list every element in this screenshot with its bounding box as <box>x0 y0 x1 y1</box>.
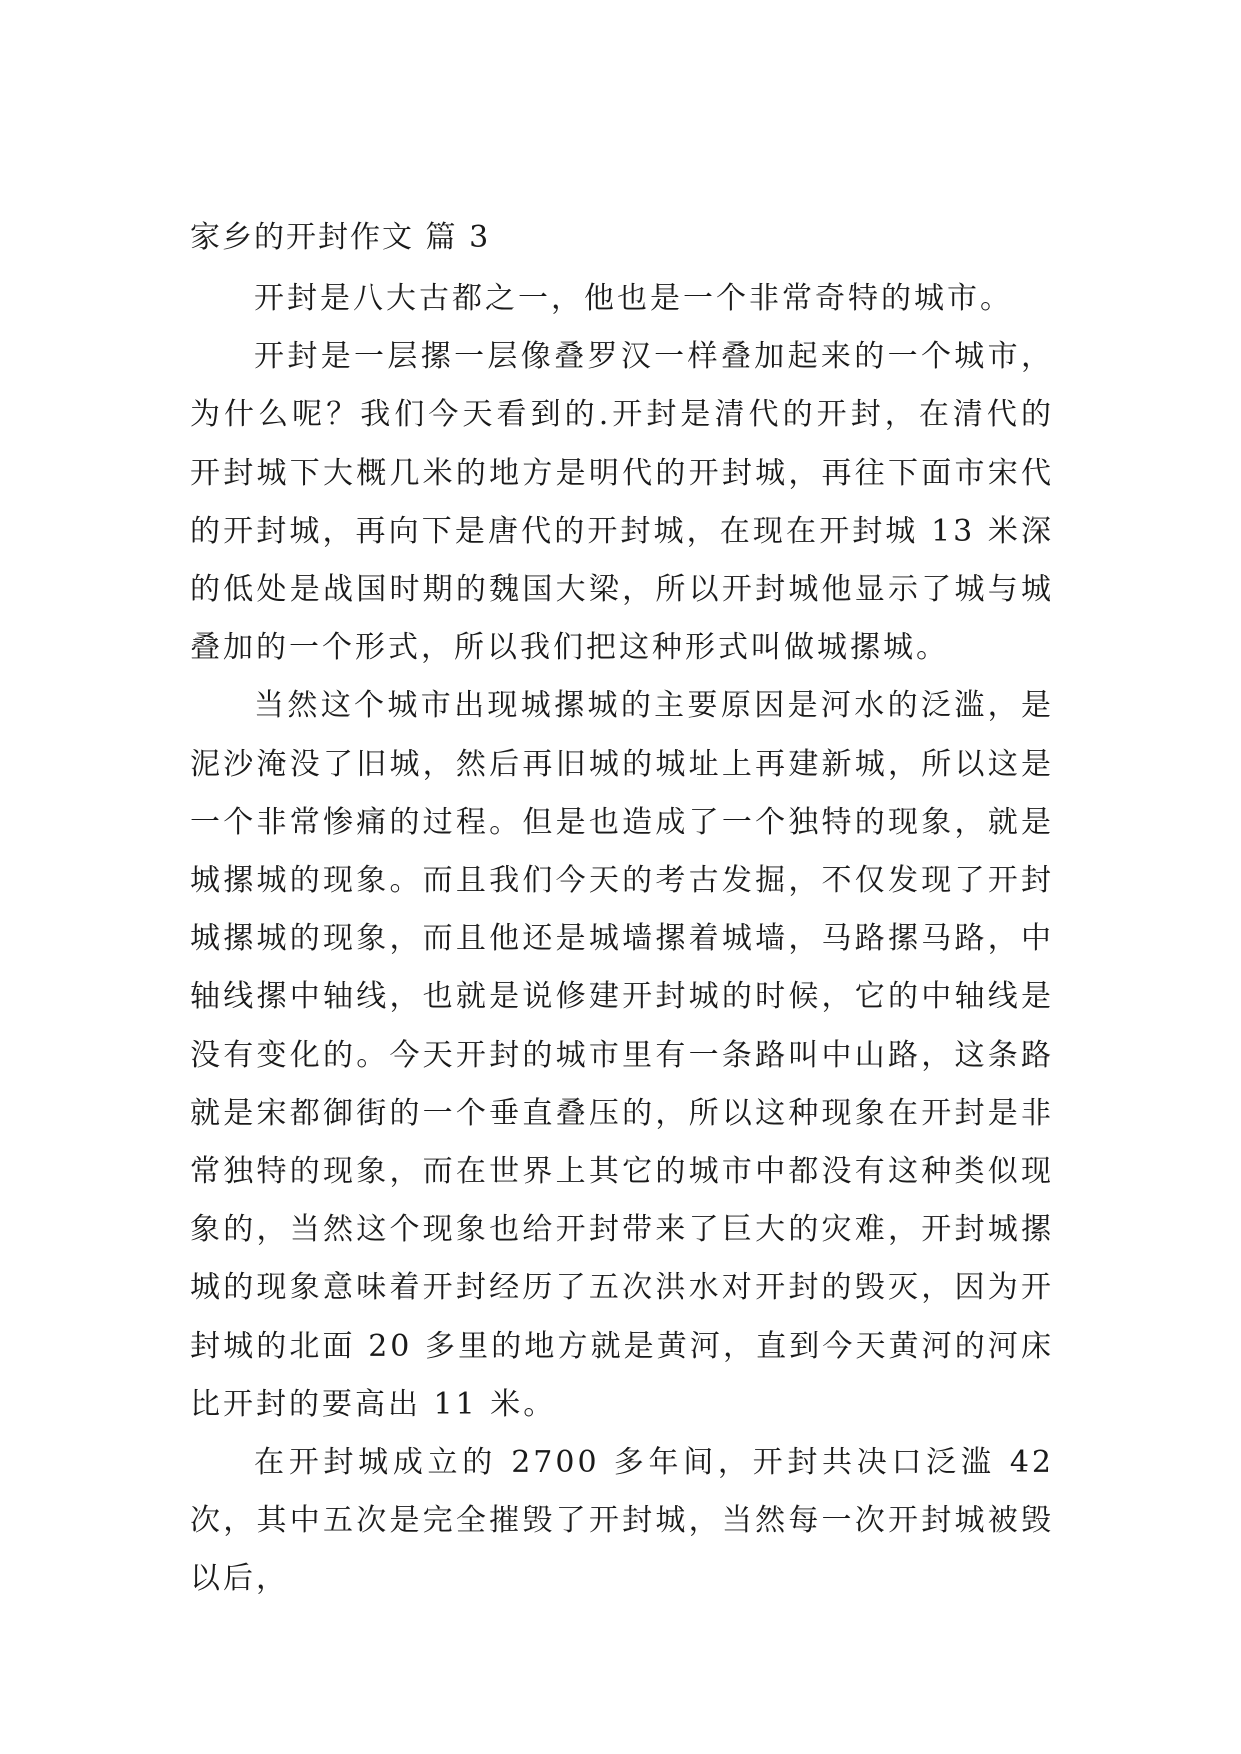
document-title: 家乡的开封作文 篇 3 <box>190 220 491 255</box>
paragraph-4: 在开封城成立的 2700 多年间，开封共决口泛滥 42 次，其中五次是完全摧毁了开封城，当然每一次开封城被毁以后， <box>190 1445 1054 1597</box>
document-body <box>190 218 1054 1609</box>
paragraph-1: 开封是八大古都之一，他也是一个非常奇特的城市。 <box>254 281 1013 316</box>
paragraph-2: 开封是一层摞一层像叠罗汉一样叠加起来的一个城市，为什么呢？我们今天看到的.开封是清代的开封，在清代的开封城下大概几米的地方是明代的开封城，再往下面市宋代的开封城，再向下是唐代的开封城，在现在开封城 13 米深的低处是战国时期的魏国大梁，所以开封城他显示了城与城叠加的一个形式，所以我们把这种形式叫做城摞城。 <box>190 339 1054 666</box>
paragraph-3: 当然这个城市出现城摞城的主要原因是河水的泛滥，是泥沙淹没了旧城，然后再旧城的城址上再建新城，所以这是一个非常惨痛的过程。但是也造成了一个独特的现象，就是城摞城的现象。而且我们今天的考古发掘，不仅发现了开封城摞城的现象，而且他还是城墙摞着城墙，马路摞马路，中轴线摞中轴线，也就是说修建开封城的时候，它的中轴线是没有变化的。今天开封的城市里有一条路叫中山路，这条路就是宋都御街的一个垂直叠压的，所以这种现象在开封是非常独特的现象，而在世界上其它的城市中都没有这种类似现象的，当然这个现象也给开封带来了巨大的灾难，开封城摞城的现象意味着开封经历了五次洪水对开封的毁灭，因为开封城的北面 20 多里的地方就是黄河，直到今天黄河的河床比开封的要高出 11 米。 <box>190 688 1054 1422</box>
